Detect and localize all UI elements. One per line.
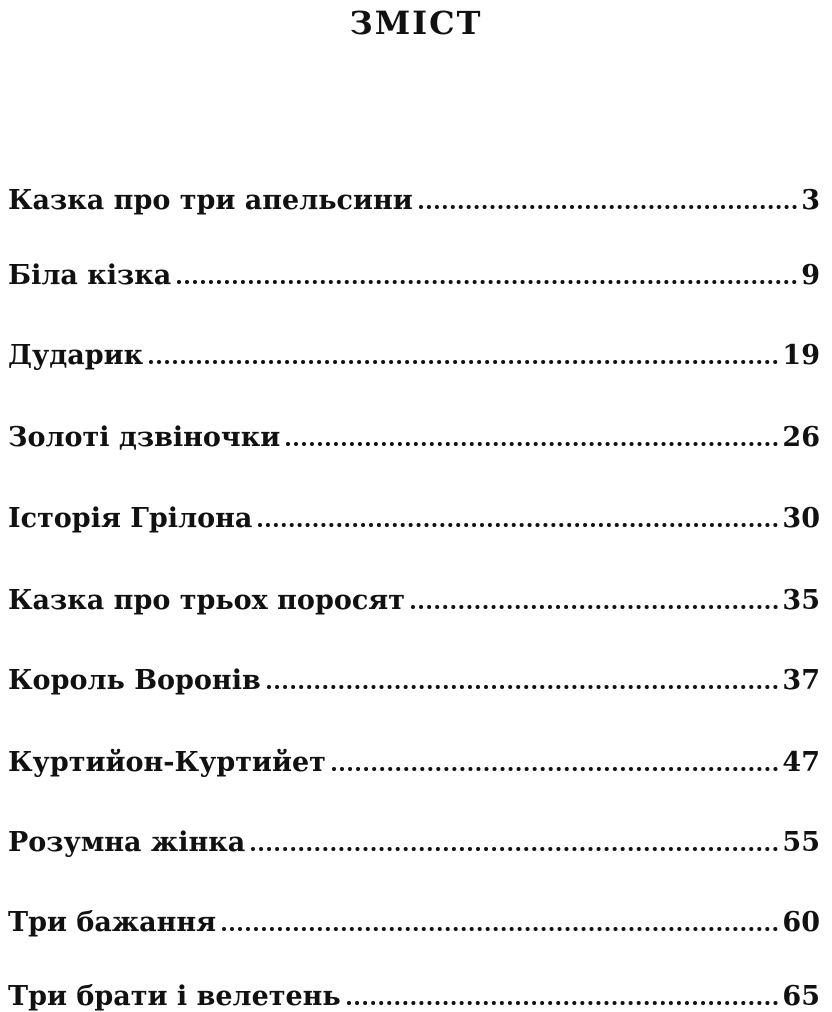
dot-leader: [222, 927, 778, 931]
dot-leader: [286, 442, 778, 446]
toc-entry-page: 35: [782, 585, 820, 616]
dot-leader: [251, 847, 778, 851]
dot-leader: [347, 1001, 779, 1005]
toc-entry-page: 9: [801, 260, 820, 291]
toc-entry-page: 47: [782, 747, 820, 778]
toc-entry[interactable]: [8, 812, 820, 856]
toc-entry[interactable]: [8, 325, 820, 369]
dot-leader: [419, 205, 797, 209]
toc-entry[interactable]: [8, 407, 820, 451]
toc-entry-page: 26: [782, 422, 820, 453]
toc-entry[interactable]: [8, 732, 820, 776]
toc-entry-page: 30: [782, 503, 820, 534]
toc-entry-page: 60: [782, 907, 820, 938]
toc-entry-title: Дударик: [8, 340, 144, 371]
toc-entry-page: 37: [782, 665, 820, 696]
toc-entry-title: Куртийон-Куртийет: [8, 747, 326, 778]
dot-leader: [411, 605, 778, 609]
toc-entry-title: Три брати і велетень: [8, 981, 341, 1012]
toc-entry[interactable]: [8, 170, 820, 214]
toc-entry-title: Біла кізка: [8, 260, 172, 291]
toc-entry[interactable]: [8, 966, 820, 1010]
toc-entry[interactable]: [8, 650, 820, 694]
toc-entry[interactable]: [8, 570, 820, 614]
page-title: ЗМІСТ: [349, 4, 483, 42]
toc-entry-title: Історія Грілона: [8, 503, 253, 534]
dot-leader: [177, 280, 797, 284]
toc-entry-page: 19: [782, 340, 820, 371]
toc-entry-title: Казка про три апельсини: [8, 185, 413, 216]
toc-entry-title: Казка про трьох поросят: [8, 585, 405, 616]
toc-entry-title: Золоті дзвіночки: [8, 422, 281, 453]
toc-entry-title: Розумна жінка: [8, 827, 246, 858]
toc-entry-page: 55: [782, 827, 820, 858]
toc-entry-page: 3: [801, 185, 820, 216]
toc-entry-title: Король Воронів: [8, 665, 261, 696]
toc-entry-title: Три бажання: [8, 907, 217, 938]
dot-leader: [332, 767, 779, 771]
toc-entry[interactable]: [8, 488, 820, 532]
dot-leader: [258, 523, 778, 527]
dot-leader: [149, 360, 778, 364]
toc-entry-page: 65: [782, 981, 820, 1012]
toc-entry[interactable]: [8, 892, 820, 936]
toc-entry[interactable]: [8, 245, 820, 289]
dot-leader: [267, 685, 779, 689]
